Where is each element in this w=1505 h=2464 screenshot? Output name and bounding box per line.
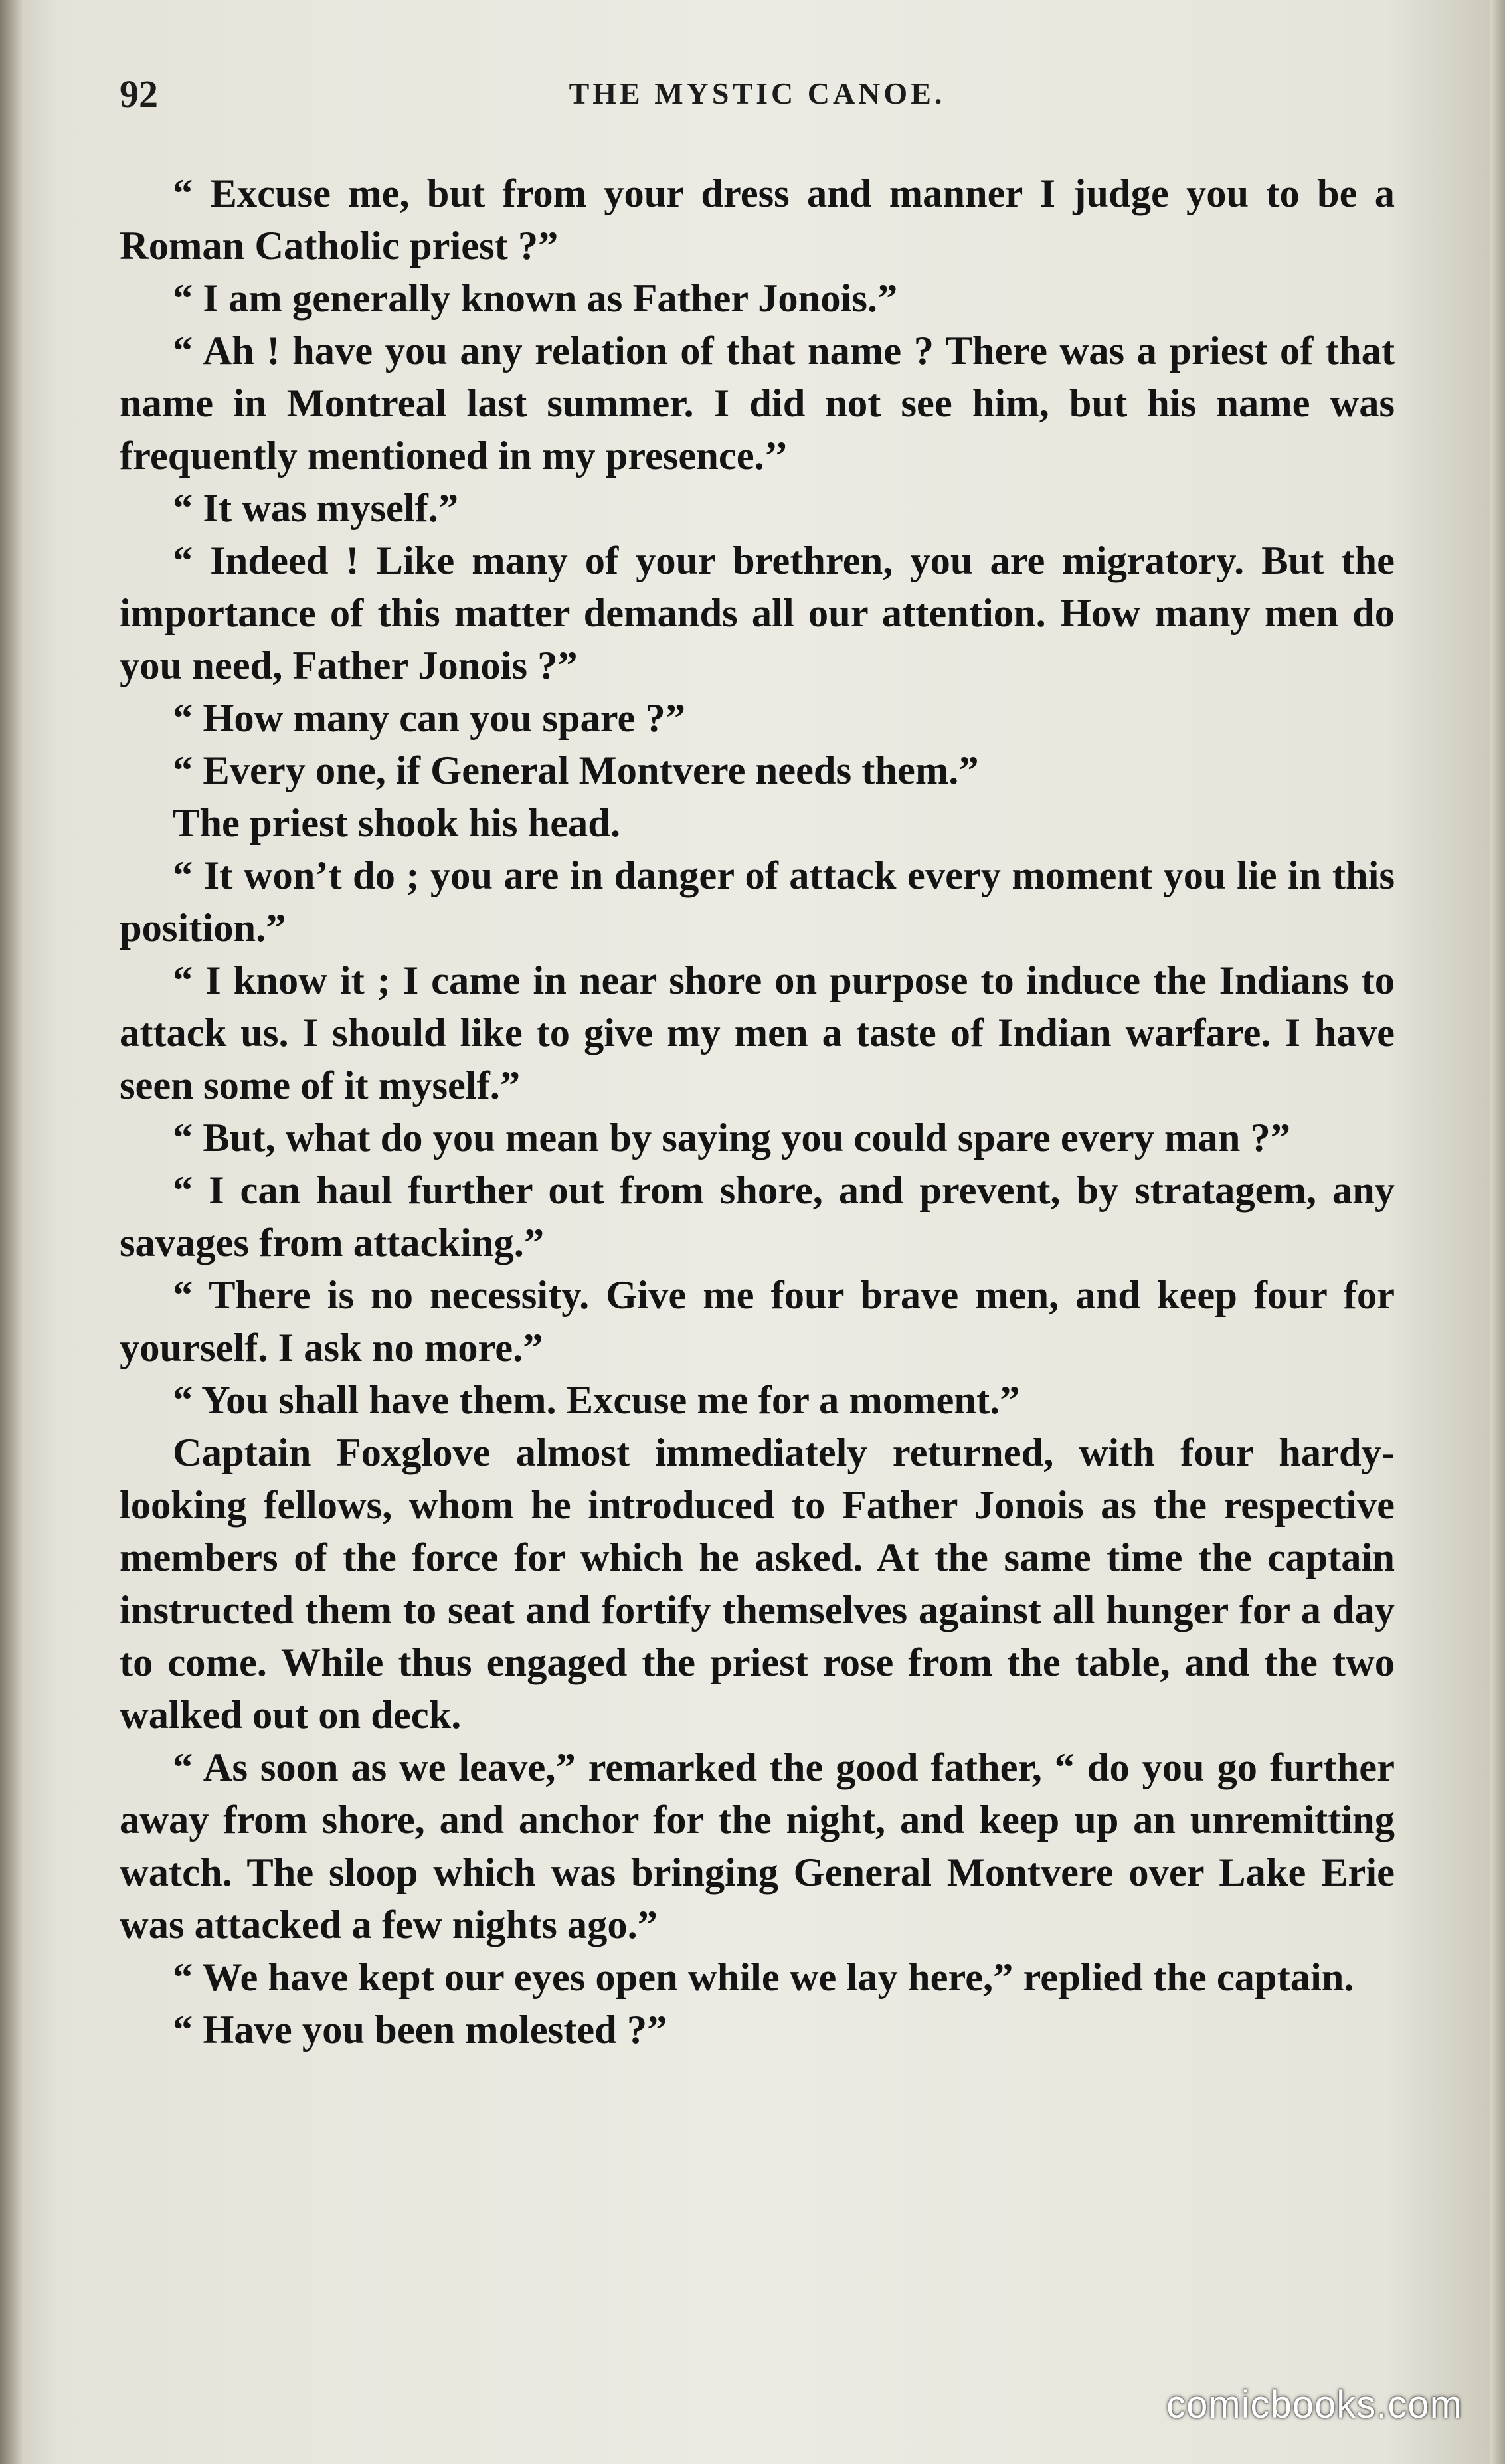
paragraph: “ Have you been molested ?” [173, 2008, 667, 2052]
paragraph: “ As soon as we leave,” remarked the good father, “ do you go further away from shore, and anchor for the night, and keep up an unremitting watch. The sloop which was bringing General Montvere over Lake Erie was attacked a few nights ago.” [120, 1745, 1395, 1947]
paragraph: “ We have kept our eyes open while we lay here,” replied the captain. [173, 1955, 1354, 2000]
paragraph: “ I am generally known as Father Jonois.” [173, 276, 898, 321]
paragraph: “ Excuse me, but from your dress and manner I judge you to be a Roman Catholic priest ?” [120, 171, 1395, 268]
paragraph: “ How many can you spare ?” [173, 696, 685, 741]
watermark: comicbooks.com [1166, 2383, 1462, 2426]
running-head: THE MYSTIC CANOE. [569, 76, 946, 110]
paragraph: “ I can haul further out from shore, and prevent, by stratagem, any savages from attacking.” [120, 1168, 1395, 1265]
paragraph: “ I know it ; I came in near shore on purpose to induce the Indians to attack us. I should like to give my men a taste of Indian warfare. I have seen some of it myself.” [120, 958, 1395, 1108]
paragraph: “ It was myself.” [173, 486, 459, 531]
page-edge-left [0, 0, 23, 2464]
paragraph: “ You shall have them. Excuse me for a moment.” [173, 1378, 1020, 1423]
paragraph: “ Every one, if General Montvere needs them.” [173, 748, 979, 793]
paragraph: “ Indeed ! Like many of your brethren, you are migratory. But the importance of this matter demands all our attention. How many men do you need, Father Jonois ?” [120, 539, 1395, 688]
paragraph: “ Ah ! have you any relation of that name ? There was a priest of that name in Montreal last summer. I did not see him, but his name was frequently mentioned in my presence.’’ [120, 329, 1395, 478]
paragraph: “ It won’t do ; you are in danger of attack every moment you lie in this position.” [120, 853, 1395, 950]
body-text [120, 167, 1395, 2056]
paragraph: Captain Foxglove almost immediately returned, with four hardy-looking fellows, whom he introduced to Father Jonois as the respective members of the force for which he asked. At the same time the captain instructed them to seat and fortify themselves against all hunger for a day to come. While thus engaged the priest rose from the table, and the two walked out on deck. [120, 1431, 1395, 1737]
page-header [120, 72, 1395, 118]
page-edge-right [1490, 0, 1505, 2464]
paragraph: The priest shook his head. [173, 801, 621, 845]
paragraph: “ There is no necessity. Give me four brave men, and keep four for yourself. I ask no more.” [120, 1273, 1395, 1370]
paragraph: “ But, what do you mean by saying you could spare every man ?” [173, 1116, 1290, 1160]
page-number: 92 [120, 72, 158, 116]
